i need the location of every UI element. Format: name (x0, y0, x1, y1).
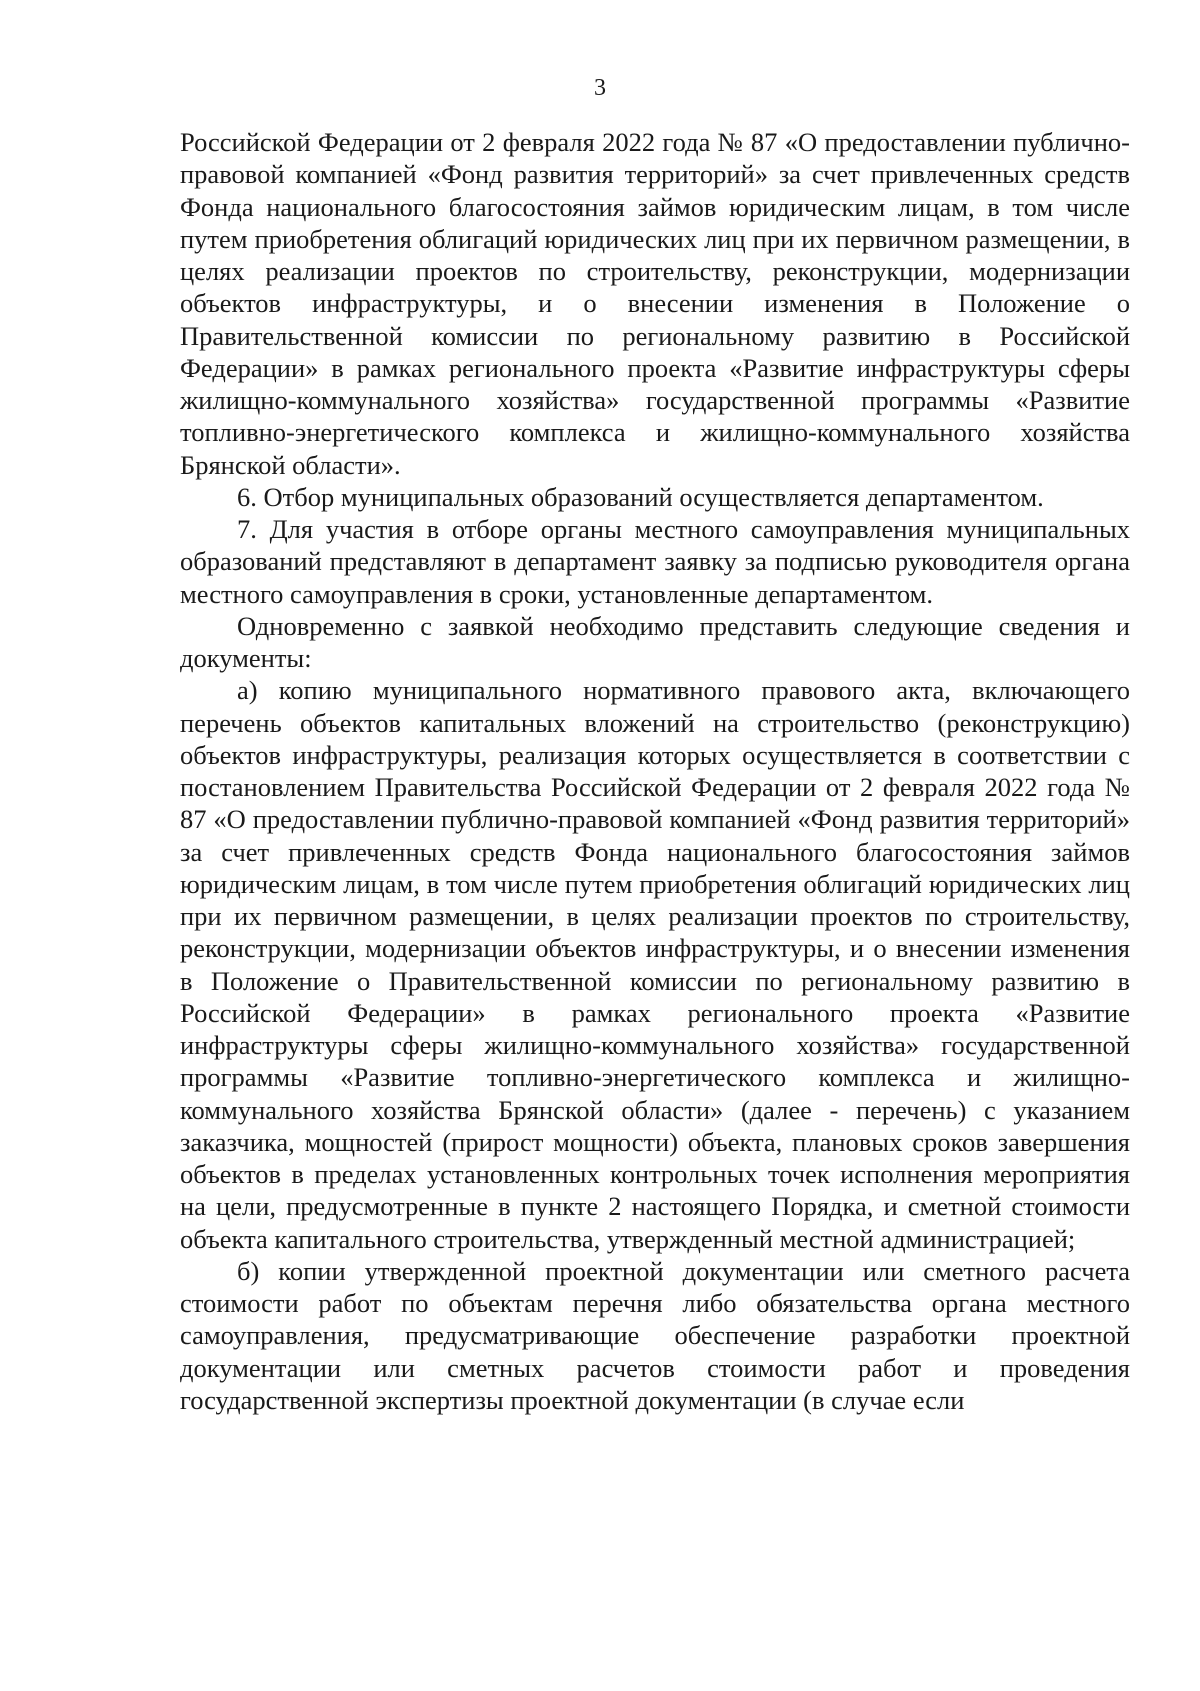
paragraph-subitem-a: а) копию муниципального нормативного правового акта, включающего перечень объектов капитальных вложений на строительство (реконструкцию) объектов инфраструктуры, реализация которых осуществляется в соответствии с постановлением Правительства Российской Федерации от 2 февраля 2022 года № 87 «О предоставлении публично-правовой компанией «Фонд развития территорий» за счет привлеченных средств Фонда национального благосостояния займов юридическим лицам, в том числе путем приобретения облигаций юридических лиц при их первичном размещении, в целях реализации проектов по строительству, реконструкции, модернизации объектов инфраструктуры, и о внесении изменения в Положение о Правительственной комиссии по региональному развитию в Российской Федерации» в рамках регионального проекта «Развитие инфраструктуры сферы жилищно-коммунального хозяйства» государственной программы «Развитие топливно-энергетического комплекса и жилищно-коммунального хозяйства Брянской области» (далее - перечень) с указанием заказчика, мощностей (прирост мощности) объекта, плановых сроков завершения объектов в пределах установленных контрольных точек исполнения мероприятия на цели, предусмотренные в пункте 2 настоящего Порядка, и сметной стоимости объекта капитального строительства, утвержденный местной администрацией; (180, 675, 1130, 1254)
paragraph-continuation: Российской Федерации от 2 февраля 2022 года № 87 «О предоставлении публично-правовой компанией «Фонд развития территорий» за счет привлеченных средств Фонда национального благосостояния займов юридическим лицам, в том числе путем приобретения облигаций юридических лиц при их первичном размещении, в целях реализации проектов по строительству, реконструкции, модернизации объектов инфраструктуры, и о внесении изменения в Положение о Правительственной комиссии по региональному развитию в Российской Федерации» в рамках регионального проекта «Развитие инфраструктуры сферы жилищно-коммунального хозяйства» государственной программы «Развитие топливно-энергетического комплекса и жилищно-коммунального хозяйства Брянской области». (180, 127, 1130, 480)
document-body (180, 126, 1130, 1416)
paragraph-item-7: 7. Для участия в отборе органы местного самоуправления муниципальных образований представляют в департамент заявку за подписью руководителя органа местного самоуправления в сроки, установленные департаментом. (180, 514, 1130, 609)
paragraph-documents-intro: Одновременно с заявкой необходимо представить следующие сведения и документы: (180, 610, 1130, 673)
page-number: 3 (594, 75, 606, 101)
paragraph-item-6: 6. Отбор муниципальных образований осуществляется департаментом. (237, 481, 1044, 512)
paragraph-subitem-b: б) копии утвержденной проектной документации или сметного расчета стоимости работ по объектам перечня либо обязательства органа местного самоуправления, предусматривающие обеспечение разработки проектной документации или сметных расчетов стоимости работ и проведения государственной экспертизы проектной документации (в случае если (180, 1255, 1130, 1415)
